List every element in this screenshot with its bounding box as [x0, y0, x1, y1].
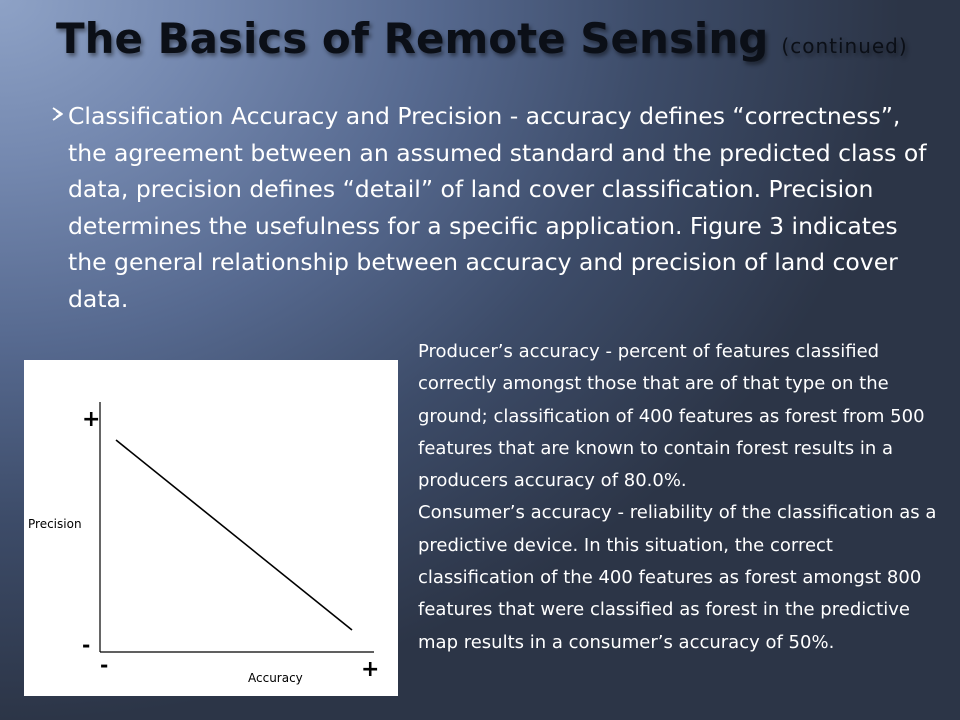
accuracy-precision-figure	[24, 360, 398, 696]
x-plus-label: +	[361, 657, 380, 682]
producers-accuracy-text: Producer’s accuracy - percent of features classified correctly amongst those that are of that type on the ground; classification of 400 features as forest from 500 features that are known to contain forest results in a producers accuracy of 80.0%.	[418, 341, 925, 492]
relationship-line	[116, 440, 352, 630]
x-axis-label: Accuracy	[248, 671, 303, 685]
arrow-bullet-icon	[50, 106, 70, 126]
figure-svg	[24, 360, 398, 696]
main-bullet-text: Classification Accuracy and Precision - accuracy defines “correctness”, the agreement between an assumed standard and the predicted class of data, precision defines “detail” of land cover classification. Precision determines the usefulness for a specific application. Figure 3 indicates the general relationship between accuracy and precision of land cover data.	[68, 102, 927, 313]
x-minus-label: -	[100, 653, 109, 677]
title-main: The Basics of Remote Sensing	[56, 14, 769, 63]
y-minus-label: -	[82, 633, 91, 657]
consumers-accuracy-text: Consumer’s accuracy - reliability of the classification as a predictive device. In this situation, the correct classification of the 400 features as forest amongst 800 features that were classified as forest in the predictive map results in a consumer’s accuracy of 50%.	[418, 502, 937, 653]
y-axis-label: Precision	[28, 517, 82, 531]
slide-title	[56, 14, 936, 86]
y-plus-label: +	[82, 407, 101, 432]
accuracy-definitions	[418, 336, 938, 659]
title-suffix: (continued)	[781, 34, 908, 58]
